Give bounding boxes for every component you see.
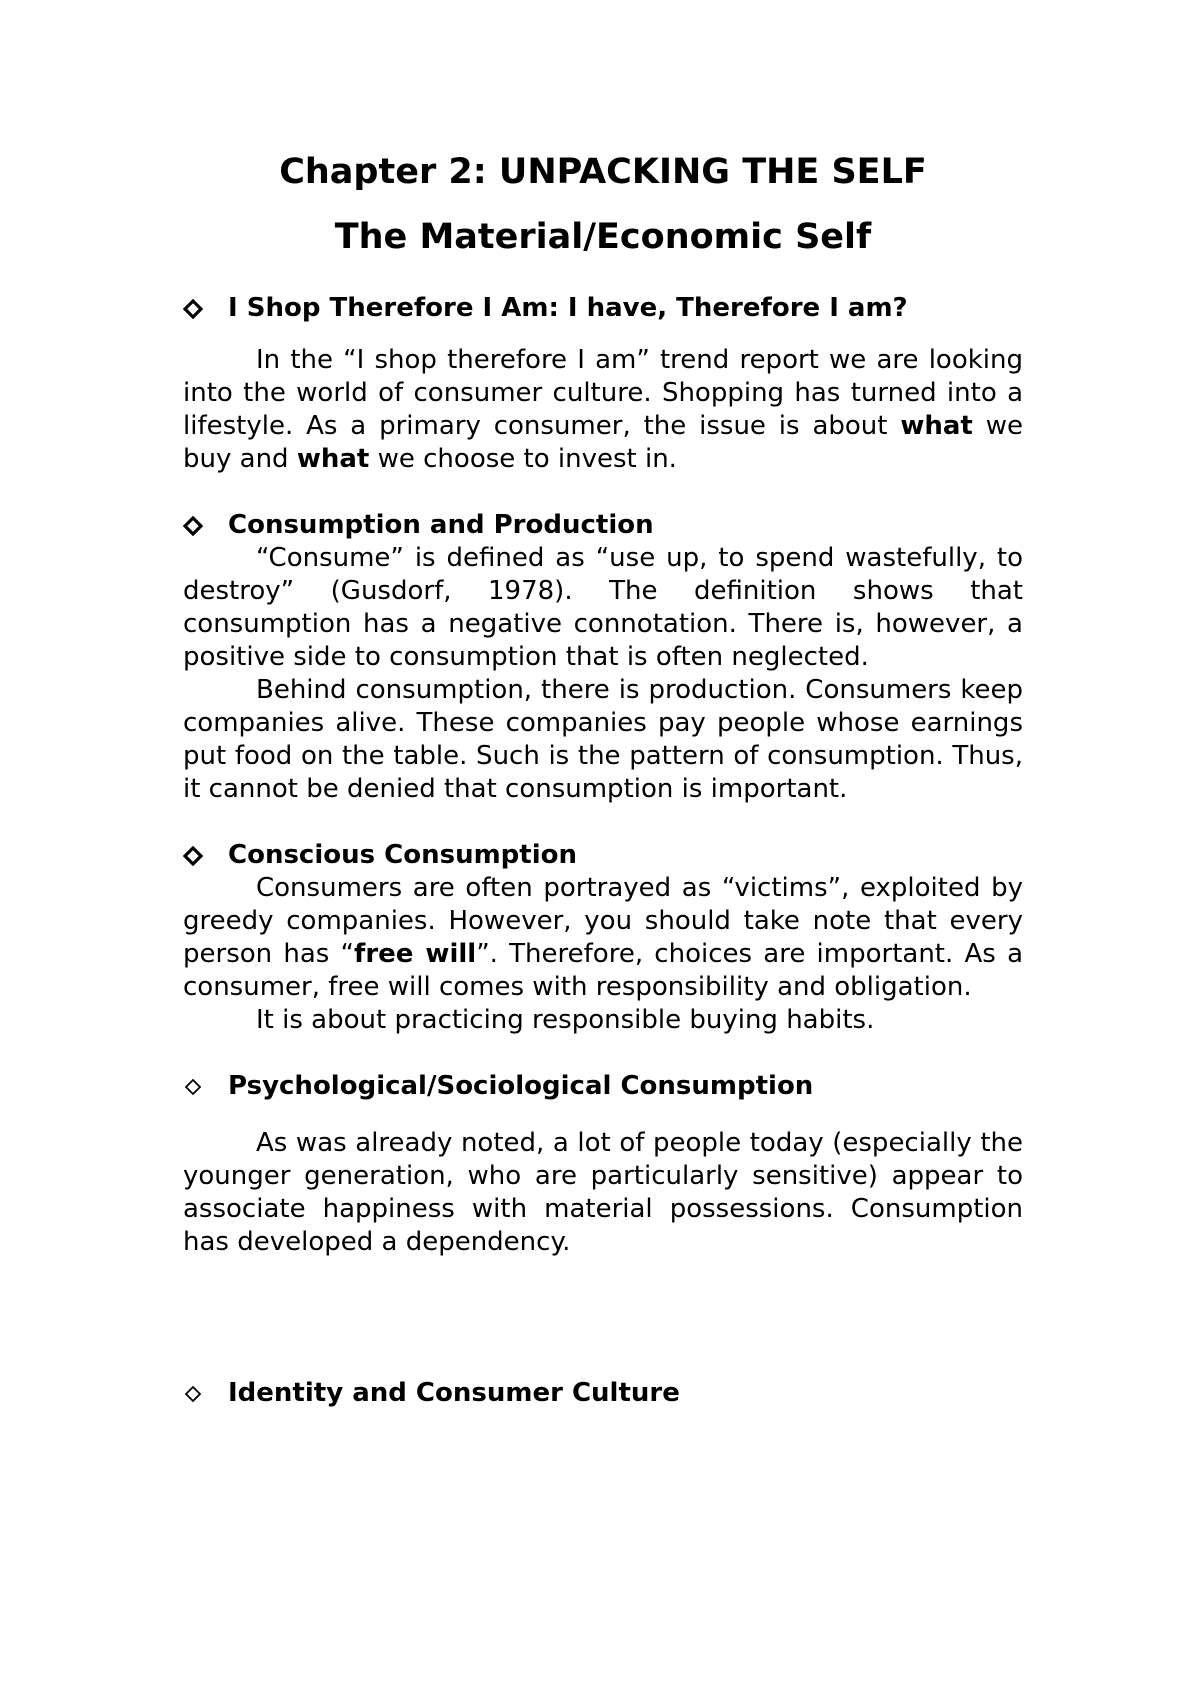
- paragraph-buying-habits: It is about practicing responsible buying habits.: [256, 1005, 875, 1035]
- paragraph-text: ”. Therefore, choices are important. As a consumer, free will comes with responsibility and obligation.: [183, 939, 1023, 1002]
- section-heading-shop: [183, 292, 1023, 325]
- document-content: [183, 140, 1023, 1410]
- section-heading-consumption-production: [183, 509, 1023, 542]
- diamond-bullet-icon: [183, 846, 228, 866]
- emphasis-text: free will: [354, 939, 477, 969]
- paragraph-text: we choose to invest in.: [369, 444, 677, 474]
- diamond-bullet-icon: [183, 299, 228, 319]
- paragraph-text: Consumers are often portrayed as “victims”, exploited by greedy companies. However, you should take note that every person has “: [183, 873, 1023, 969]
- paragraph-consume-definition: “Consume” is defined as “use up, to spend wastefully, to destroy” (Gusdorf, 1978). The definition shows that consumption has a negative connotation. There is, however, a positive side to consumption that is often neglected.: [183, 543, 1023, 672]
- paragraph-text: we buy and: [183, 411, 1023, 474]
- paragraph-shop: [183, 344, 1023, 476]
- section-heading-identity: [183, 1377, 1023, 1410]
- section-heading-label: Consumption and Production: [228, 510, 654, 540]
- paragraph-text: In the “I shop therefore I am” trend report we are looking into the world of consumer culture. Shopping has turned into a lifestyle. As a primary consumer, the issue is about: [183, 345, 1023, 441]
- section-heading-label: I Shop Therefore I Am: I have, Therefore I am?: [228, 293, 908, 323]
- section-heading-label: Psychological/Sociological Consumption: [228, 1071, 814, 1101]
- section-heading-label: Conscious Consumption: [228, 840, 578, 870]
- emphasis-text: what: [900, 411, 973, 441]
- paragraph-production: Behind consumption, there is production. Consumers keep companies alive. These companies pay people whose earnings put food on the table. Such is the pattern of consumption. Thus, it cannot be denied that consumption is important.: [183, 675, 1023, 804]
- chapter-title: Chapter 2: UNPACKING THE SELF: [279, 152, 927, 192]
- section-heading-psychological: [183, 1070, 1023, 1103]
- section-heading-label: Identity and Consumer Culture: [228, 1378, 680, 1408]
- section-heading-conscious-consumption: [183, 839, 1023, 872]
- diamond-outline-bullet-icon: [183, 1384, 228, 1404]
- section-title: The Material/Economic Self: [334, 217, 872, 257]
- paragraph-happiness: As was already noted, a lot of people today (especially the younger generation, who are particularly sensitive) appear to associate happiness with material possessions. Consumption has developed a dependency.: [183, 1128, 1023, 1257]
- paragraph-victims: [183, 872, 1023, 1004]
- emphasis-text: what: [296, 444, 370, 474]
- diamond-bullet-icon: [183, 516, 228, 536]
- diamond-outline-bullet-icon: [183, 1077, 228, 1097]
